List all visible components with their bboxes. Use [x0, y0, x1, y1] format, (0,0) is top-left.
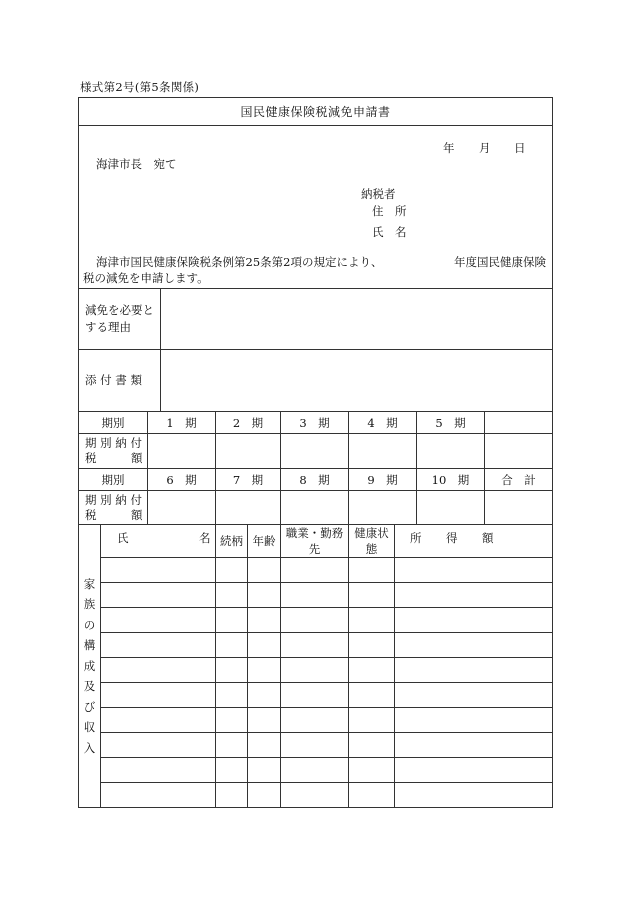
family-health-cell[interactable] [349, 633, 395, 658]
family-age-cell[interactable] [248, 558, 281, 583]
installment-label: 期 別 納 付 税 額 [79, 434, 148, 469]
family-health-cell[interactable] [349, 683, 395, 708]
family-income-cell[interactable] [395, 608, 553, 633]
family-age-cell[interactable] [248, 583, 281, 608]
family-health-cell[interactable] [349, 558, 395, 583]
family-income-cell[interactable] [395, 633, 553, 658]
family-age-cell[interactable] [248, 733, 281, 758]
family-occupation-cell[interactable] [281, 558, 349, 583]
family-row [79, 683, 553, 708]
family-age-cell[interactable] [248, 783, 281, 808]
family-health-cell[interactable] [349, 758, 395, 783]
family-income-cell[interactable] [395, 558, 553, 583]
family-age-cell[interactable] [248, 658, 281, 683]
family-name-cell[interactable] [101, 733, 216, 758]
family-age-cell[interactable] [248, 633, 281, 658]
installment-amount[interactable] [349, 491, 417, 525]
family-name-cell[interactable] [101, 658, 216, 683]
family-name-cell[interactable] [101, 758, 216, 783]
period-header: 1 期 [148, 412, 216, 434]
family-income-cell[interactable] [395, 708, 553, 733]
application-form [78, 97, 553, 808]
family-row [79, 658, 553, 683]
family-name-cell[interactable] [101, 633, 216, 658]
date-month: 月 [479, 141, 491, 155]
application-intro [79, 126, 553, 289]
family-occupation-cell[interactable] [281, 783, 349, 808]
family-row [79, 783, 553, 808]
family-row [79, 633, 553, 658]
family-health-cell[interactable] [349, 583, 395, 608]
period-header [485, 412, 553, 434]
attachments-field[interactable] [161, 350, 553, 412]
period-header: 5 期 [417, 412, 485, 434]
period-header: 8 期 [281, 469, 349, 491]
family-age-cell[interactable] [248, 708, 281, 733]
period-header: 7 期 [216, 469, 281, 491]
reason-label: 減免を必要と する理由 [79, 289, 161, 350]
family-name-cell[interactable] [101, 683, 216, 708]
installment-amount[interactable] [216, 491, 281, 525]
family-health-cell[interactable] [349, 733, 395, 758]
installment-amount[interactable] [148, 491, 216, 525]
installment-amount[interactable] [216, 434, 281, 469]
period-header: 10 期 [417, 469, 485, 491]
family-relation-cell[interactable] [216, 733, 248, 758]
family-occupation-cell[interactable] [281, 633, 349, 658]
family-name-cell[interactable] [101, 783, 216, 808]
family-age-cell[interactable] [248, 683, 281, 708]
date-year: 年 [443, 141, 455, 155]
family-row [79, 608, 553, 633]
family-relation-cell[interactable] [216, 708, 248, 733]
family-age-cell[interactable] [248, 758, 281, 783]
body-text-line1: 海津市国民健康保険税条例第25条第2項の規定により、 [96, 255, 383, 269]
family-relation-cell[interactable] [216, 608, 248, 633]
body-text-fiscal-year: 年度国民健康保険 [454, 255, 546, 269]
installment-amount[interactable] [281, 434, 349, 469]
family-name-cell[interactable] [101, 708, 216, 733]
family-income-header: 所 得 額 [395, 525, 553, 558]
family-health-header: 健康状態 [349, 525, 395, 558]
family-name-cell[interactable] [101, 583, 216, 608]
family-occupation-cell[interactable] [281, 608, 349, 633]
family-occupation-cell[interactable] [281, 708, 349, 733]
period-header: 9 期 [349, 469, 417, 491]
family-relation-cell[interactable] [216, 583, 248, 608]
installment-label: 期 別 納 付 税 額 [79, 491, 148, 525]
family-health-cell[interactable] [349, 608, 395, 633]
family-health-cell[interactable] [349, 783, 395, 808]
form-number: 様式第2号(第5条関係) [80, 80, 200, 94]
family-occupation-header: 職業・勤務先 [281, 525, 349, 558]
total-header: 合 計 [485, 469, 553, 491]
family-income-cell[interactable] [395, 683, 553, 708]
family-name-cell[interactable] [101, 608, 216, 633]
family-row [79, 733, 553, 758]
address-label: 住 所 [372, 204, 407, 218]
addressee: 海津市長 宛て [96, 157, 177, 171]
installment-amount[interactable] [417, 491, 485, 525]
installment-amount[interactable] [148, 434, 216, 469]
attachments-label: 添 付 書 類 [79, 350, 161, 412]
family-relation-cell[interactable] [216, 683, 248, 708]
family-occupation-cell[interactable] [281, 583, 349, 608]
family-relation-cell[interactable] [216, 633, 248, 658]
family-occupation-cell[interactable] [281, 683, 349, 708]
family-relation-header: 続柄 [216, 525, 248, 558]
period-header: 2 期 [216, 412, 281, 434]
family-income-cell[interactable] [395, 733, 553, 758]
period-header: 6 期 [148, 469, 216, 491]
family-income-cell[interactable] [395, 658, 553, 683]
period-label: 期別 [79, 469, 148, 491]
family-occupation-cell[interactable] [281, 733, 349, 758]
family-income-cell[interactable] [395, 583, 553, 608]
family-name-header: 氏 名 [101, 525, 216, 558]
family-relation-cell[interactable] [216, 783, 248, 808]
family-row [79, 583, 553, 608]
family-income-cell[interactable] [395, 758, 553, 783]
family-health-cell[interactable] [349, 658, 395, 683]
family-row [79, 708, 553, 733]
family-age-cell[interactable] [248, 608, 281, 633]
applicant-heading: 納税者 [361, 187, 396, 201]
installment-amount[interactable] [349, 434, 417, 469]
installment-amount[interactable] [281, 491, 349, 525]
installment-amount[interactable] [485, 434, 553, 469]
form-title: 国民健康保険税減免申請書 [79, 98, 553, 126]
family-relation-cell[interactable] [216, 558, 248, 583]
family-section-label: 家 族 の 構 成 及 び 収 入 [79, 525, 101, 808]
family-row [79, 758, 553, 783]
family-occupation-cell[interactable] [281, 758, 349, 783]
installment-total[interactable] [485, 491, 553, 525]
body-text-line2: 税の減免を申請します。 [83, 271, 209, 285]
date-day: 日 [514, 141, 526, 155]
family-relation-cell[interactable] [216, 658, 248, 683]
family-health-cell[interactable] [349, 708, 395, 733]
period-header: 4 期 [349, 412, 417, 434]
family-relation-cell[interactable] [216, 758, 248, 783]
family-name-cell[interactable] [101, 558, 216, 583]
family-income-cell[interactable] [395, 783, 553, 808]
period-label: 期別 [79, 412, 148, 434]
period-header: 3 期 [281, 412, 349, 434]
installment-amount[interactable] [417, 434, 485, 469]
family-row [79, 558, 553, 583]
name-label: 氏 名 [372, 225, 407, 239]
reason-field[interactable] [161, 289, 553, 350]
family-occupation-cell[interactable] [281, 658, 349, 683]
family-age-header: 年齢 [248, 525, 281, 558]
